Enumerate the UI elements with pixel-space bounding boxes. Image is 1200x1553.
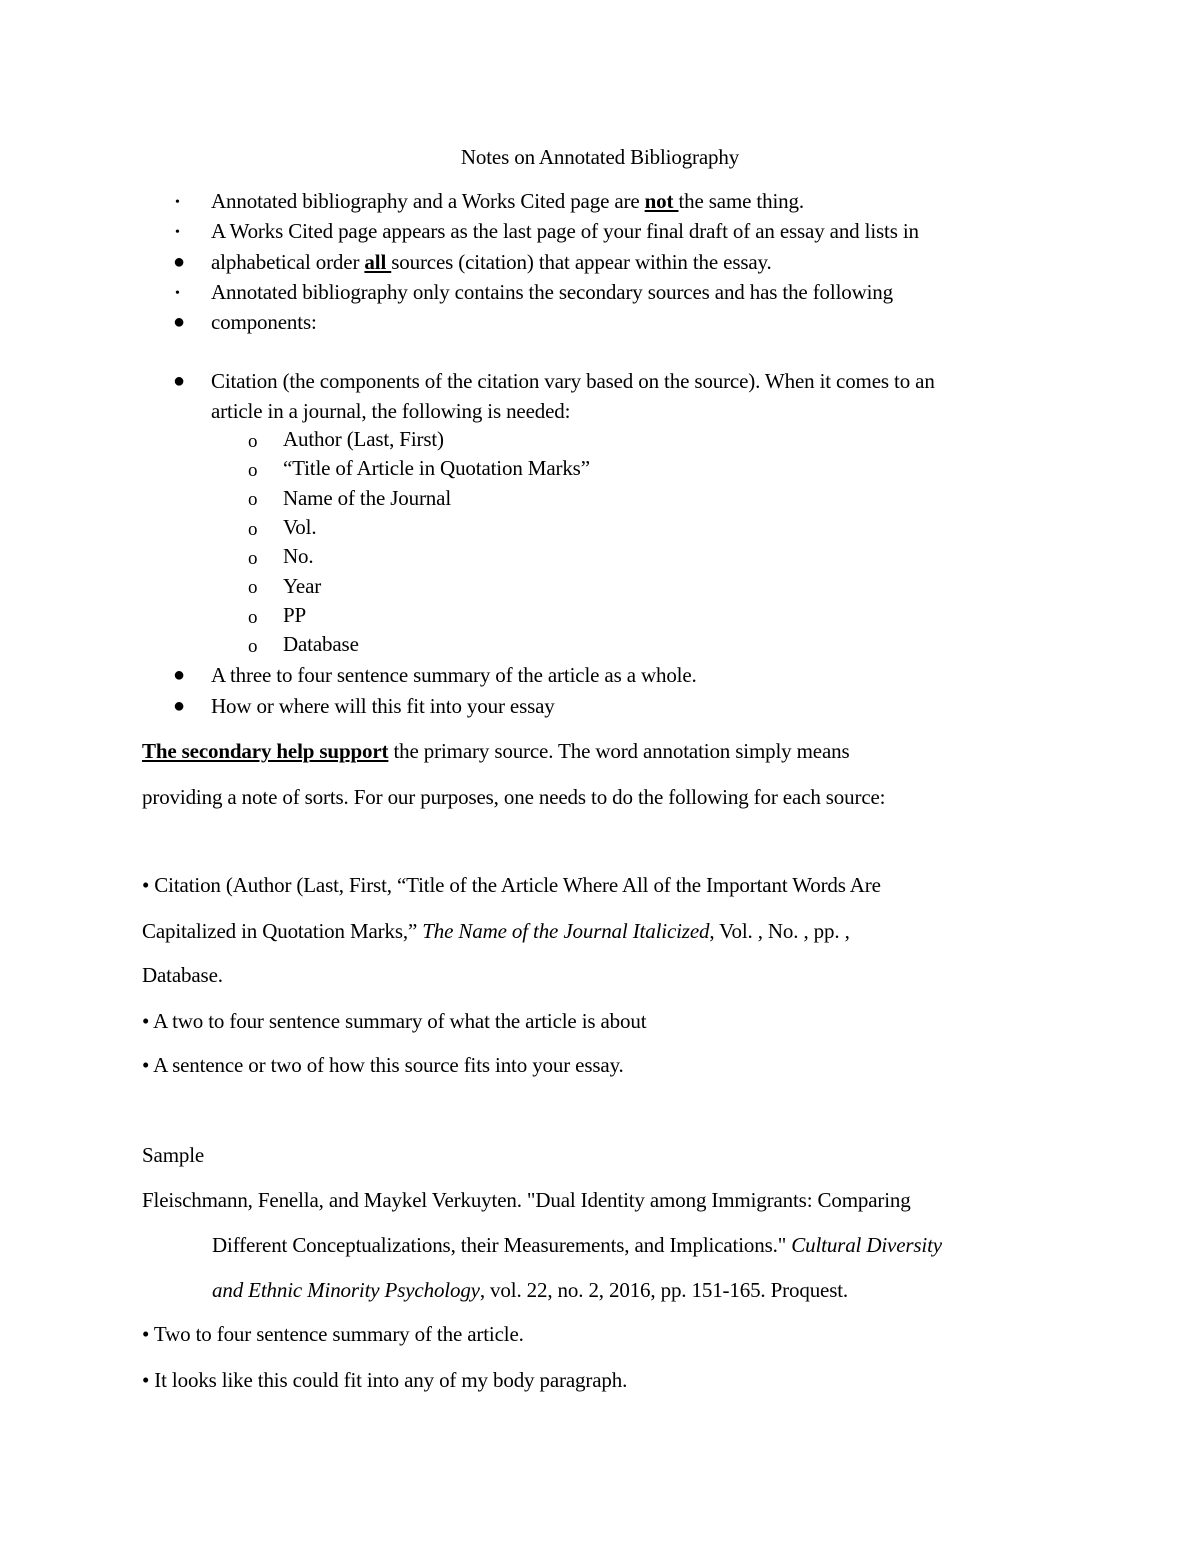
citation-line: • Citation (Author (Last, First, “Title of the Article Where All of the Important Words Are — [142, 873, 881, 897]
bullet-dot: ● — [173, 695, 186, 717]
sub-list-item: No. — [283, 544, 314, 568]
ring-bullet: o — [248, 519, 258, 540]
bullet-dot: • — [175, 225, 180, 240]
bullet-dot: • — [175, 195, 180, 210]
citation-line: Database. — [142, 963, 223, 987]
sub-list-item: PP — [283, 603, 307, 627]
sub-list-item: Database — [283, 632, 359, 656]
sample-note-line: • Two to four sentence summary of the article. — [142, 1322, 524, 1346]
bullet-dot: ● — [173, 311, 186, 333]
journal-name-italic: The Name of the Journal Italicized — [422, 919, 710, 943]
emphasis-not: not — [644, 189, 679, 213]
paragraph-line: providing a note of sorts. For our purposes, one needs to do the following for each source: — [142, 785, 886, 809]
bullet-dot: ● — [173, 370, 186, 392]
citation-line: Capitalized in Quotation Marks,” The Name of the Journal Italicized, Vol. , No. , pp. , — [142, 919, 850, 943]
bullet-dot: ● — [173, 251, 186, 273]
list-item: A Works Cited page appears as the last page of your final draft of an essay and lists in — [211, 219, 919, 243]
citation-line: • A two to four sentence summary of what the article is about — [142, 1009, 647, 1033]
list-item: A three to four sentence summary of the article as a whole. — [211, 663, 697, 687]
sub-list-item: Year — [283, 574, 322, 598]
list-item: components: — [211, 310, 317, 334]
emphasis-all: all — [364, 250, 392, 274]
citation-line: • A sentence or two of how this source fits into your essay. — [142, 1053, 624, 1077]
sub-list-item: Author (Last, First) — [283, 427, 444, 451]
ring-bullet: o — [248, 489, 258, 510]
ring-bullet: o — [248, 636, 258, 657]
sample-note-line: • It looks like this could fit into any of my body paragraph. — [142, 1368, 628, 1392]
ring-bullet: o — [248, 431, 258, 452]
journal-name-italic: Cultural Diversity — [791, 1233, 942, 1257]
bullet-dot: ● — [173, 664, 186, 686]
ring-bullet: o — [248, 607, 258, 628]
sample-citation-line: Fleischmann, Fenella, and Maykel Verkuyten. "Dual Identity among Immigrants: Comparing — [142, 1188, 911, 1212]
list-item: Annotated bibliography and a Works Cited page are not the same thing. — [211, 189, 804, 213]
journal-name-italic: and Ethnic Minority Psychology — [212, 1278, 480, 1302]
ring-bullet: o — [248, 548, 258, 569]
page-title: Notes on Annotated Bibliography — [460, 145, 740, 169]
list-item-continuation: article in a journal, the following is needed: — [211, 399, 571, 423]
paragraph-line: The secondary help support the primary source. The word annotation simply means — [142, 739, 850, 763]
list-item: alphabetical order all sources (citation) that appear within the essay. — [211, 250, 772, 274]
sample-citation-line: Different Conceptualizations, their Measurements, and Implications." Cultural Diversity — [212, 1233, 942, 1257]
sub-list-item: Vol. — [283, 515, 317, 539]
list-item: Annotated bibliography only contains the secondary sources and has the following — [211, 280, 894, 304]
sample-heading: Sample — [142, 1143, 205, 1167]
sub-list-item: Name of the Journal — [283, 486, 452, 510]
ring-bullet: o — [248, 577, 258, 598]
sample-citation-line: and Ethnic Minority Psychology, vol. 22, no. 2, 2016, pp. 151-165. Proquest. — [212, 1278, 849, 1302]
sub-list-item: “Title of Article in Quotation Marks” — [283, 456, 590, 480]
emphasis-secondary: The secondary help support — [142, 739, 389, 763]
list-item: Citation (the components of the citation vary based on the source). When it comes to an — [211, 369, 935, 393]
bullet-dot: • — [175, 286, 180, 301]
ring-bullet: o — [248, 460, 258, 481]
list-item: How or where will this fit into your essay — [211, 694, 555, 718]
